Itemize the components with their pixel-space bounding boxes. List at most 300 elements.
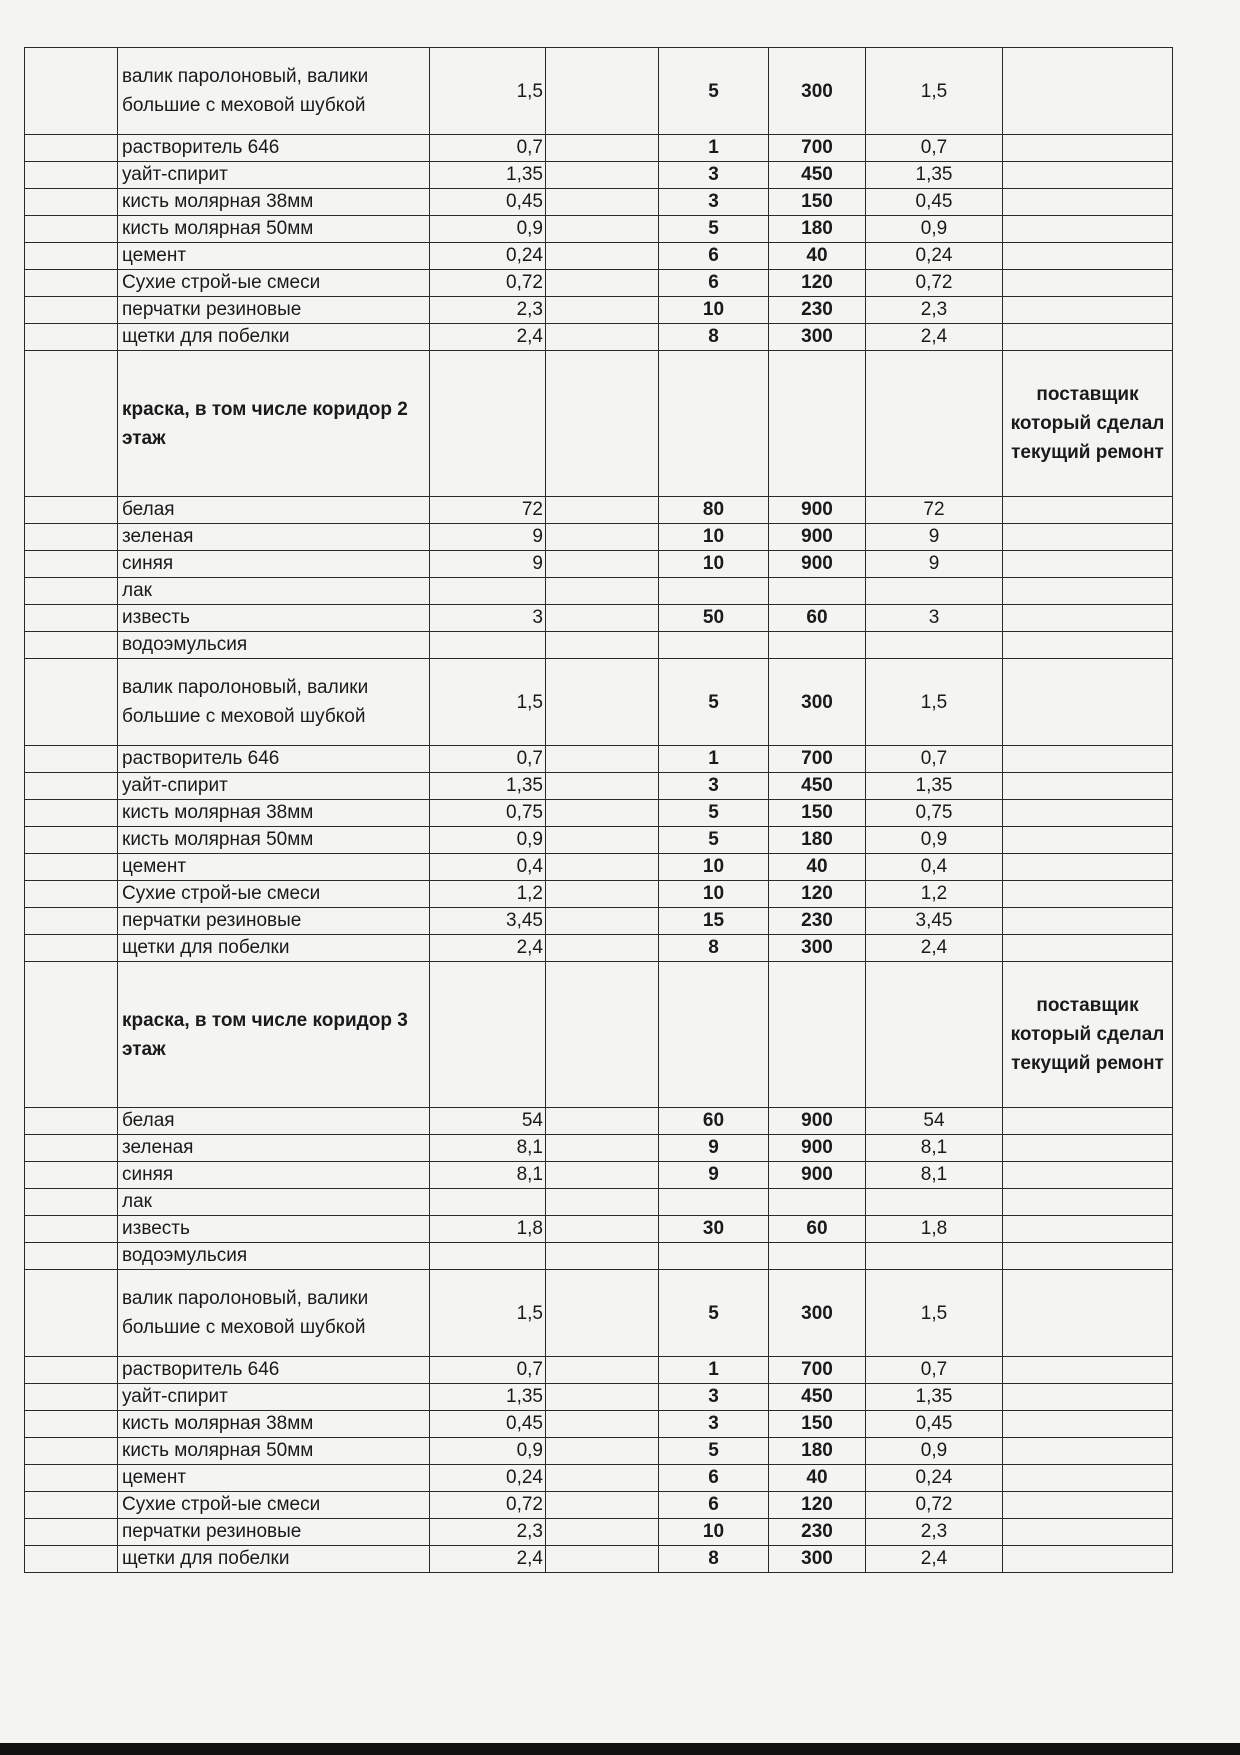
blank-cell: [546, 854, 659, 881]
note-cell: [1003, 1411, 1173, 1438]
table-row: [25, 1519, 1173, 1546]
item-name-cell: перчатки резиновые: [118, 908, 430, 935]
blank-cell: [546, 1546, 659, 1573]
table-row: [25, 1108, 1173, 1135]
quantity-cell: 0,45: [430, 189, 546, 216]
count-cell: 50: [659, 605, 769, 632]
price-cell: 150: [769, 189, 866, 216]
blank-cell: [546, 1216, 659, 1243]
quantity-cell: 0,45: [430, 1411, 546, 1438]
table-row: [25, 1216, 1173, 1243]
count-cell: 9: [659, 1135, 769, 1162]
note-cell: поставщик который сделал текущий ремонт: [1003, 962, 1173, 1108]
item-name-cell: валик паролоновый, валики большие с меховой шубкой: [118, 1270, 430, 1357]
index-cell: [25, 243, 118, 270]
table-row: [25, 1270, 1173, 1357]
quantity-cell: 0,4: [430, 854, 546, 881]
count-cell: [659, 578, 769, 605]
table-row: [25, 908, 1173, 935]
price-cell: 450: [769, 1384, 866, 1411]
note-cell: [1003, 881, 1173, 908]
table-row: [25, 324, 1173, 351]
price-cell: 230: [769, 1519, 866, 1546]
item-name-cell: белая: [118, 497, 430, 524]
table-row: [25, 1189, 1173, 1216]
table-row: [25, 1135, 1173, 1162]
blank-cell: [546, 800, 659, 827]
note-cell: [1003, 800, 1173, 827]
item-name-cell: цемент: [118, 243, 430, 270]
price-cell: 120: [769, 881, 866, 908]
total-cell: 0,45: [866, 1411, 1003, 1438]
item-name-cell: перчатки резиновые: [118, 1519, 430, 1546]
item-name-cell: кисть молярная 38мм: [118, 1411, 430, 1438]
note-cell: [1003, 578, 1173, 605]
note-cell: [1003, 270, 1173, 297]
blank-cell: [546, 1189, 659, 1216]
table-row: [25, 524, 1173, 551]
price-cell: 40: [769, 1465, 866, 1492]
index-cell: [25, 162, 118, 189]
table-row: [25, 578, 1173, 605]
quantity-cell: 1,5: [430, 1270, 546, 1357]
item-name-cell: зеленая: [118, 524, 430, 551]
total-cell: 9: [866, 551, 1003, 578]
index-cell: [25, 1270, 118, 1357]
count-cell: 5: [659, 827, 769, 854]
quantity-cell: 1,5: [430, 659, 546, 746]
note-cell: [1003, 1135, 1173, 1162]
index-cell: [25, 48, 118, 135]
blank-cell: [546, 297, 659, 324]
table-row: [25, 1411, 1173, 1438]
quantity-cell: 0,24: [430, 1465, 546, 1492]
item-name-cell: перчатки резиновые: [118, 297, 430, 324]
item-name-cell: Сухие строй-ые смеси: [118, 270, 430, 297]
item-name-cell: растворитель 646: [118, 1357, 430, 1384]
note-cell: [1003, 189, 1173, 216]
quantity-cell: 0,7: [430, 746, 546, 773]
count-cell: 30: [659, 1216, 769, 1243]
index-cell: [25, 297, 118, 324]
note-cell: [1003, 632, 1173, 659]
index-cell: [25, 135, 118, 162]
table-row: [25, 800, 1173, 827]
blank-cell: [546, 243, 659, 270]
count-cell: [659, 1243, 769, 1270]
count-cell: 9: [659, 1162, 769, 1189]
blank-cell: [546, 270, 659, 297]
table-row: [25, 1438, 1173, 1465]
table-row: [25, 746, 1173, 773]
count-cell: 3: [659, 1411, 769, 1438]
count-cell: [659, 351, 769, 497]
price-cell: 150: [769, 800, 866, 827]
price-cell: 180: [769, 1438, 866, 1465]
count-cell: 1: [659, 1357, 769, 1384]
item-name-cell: уайт-спирит: [118, 1384, 430, 1411]
note-cell: [1003, 827, 1173, 854]
table-row: [25, 497, 1173, 524]
quantity-cell: 72: [430, 497, 546, 524]
index-cell: [25, 1384, 118, 1411]
blank-cell: [546, 1438, 659, 1465]
quantity-cell: [430, 1243, 546, 1270]
total-cell: 9: [866, 524, 1003, 551]
quantity-cell: 2,4: [430, 324, 546, 351]
total-cell: [866, 578, 1003, 605]
table-row: [25, 935, 1173, 962]
item-name-cell: уайт-спирит: [118, 773, 430, 800]
price-cell: 300: [769, 1270, 866, 1357]
price-cell: 450: [769, 162, 866, 189]
quantity-cell: 1,2: [430, 881, 546, 908]
count-cell: 3: [659, 189, 769, 216]
item-name-cell: Сухие строй-ые смеси: [118, 1492, 430, 1519]
total-cell: 1,35: [866, 162, 1003, 189]
table-row: [25, 216, 1173, 243]
blank-cell: [546, 48, 659, 135]
item-name-cell: растворитель 646: [118, 746, 430, 773]
count-cell: 10: [659, 297, 769, 324]
item-name-cell: растворитель 646: [118, 135, 430, 162]
count-cell: 10: [659, 881, 769, 908]
quantity-cell: 0,24: [430, 243, 546, 270]
item-name-cell: щетки для побелки: [118, 324, 430, 351]
price-cell: [769, 1189, 866, 1216]
note-cell: [1003, 524, 1173, 551]
total-cell: 1,2: [866, 881, 1003, 908]
item-name-cell: водоэмульсия: [118, 1243, 430, 1270]
count-cell: 10: [659, 1519, 769, 1546]
count-cell: 3: [659, 1384, 769, 1411]
blank-cell: [546, 1243, 659, 1270]
note-cell: [1003, 1384, 1173, 1411]
count-cell: 6: [659, 1465, 769, 1492]
quantity-cell: 0,72: [430, 1492, 546, 1519]
table-row: [25, 827, 1173, 854]
note-cell: [1003, 659, 1173, 746]
note-cell: [1003, 497, 1173, 524]
total-cell: [866, 1243, 1003, 1270]
item-name-cell: кисть молярная 38мм: [118, 800, 430, 827]
index-cell: [25, 1216, 118, 1243]
price-cell: [769, 632, 866, 659]
count-cell: 6: [659, 270, 769, 297]
quantity-cell: 0,9: [430, 827, 546, 854]
price-cell: 300: [769, 48, 866, 135]
blank-cell: [546, 551, 659, 578]
item-name-cell: валик паролоновый, валики большие с меховой шубкой: [118, 48, 430, 135]
total-cell: 0,7: [866, 135, 1003, 162]
total-cell: 72: [866, 497, 1003, 524]
table-row: [25, 854, 1173, 881]
table-row: [25, 1492, 1173, 1519]
blank-cell: [546, 524, 659, 551]
item-name-cell: цемент: [118, 1465, 430, 1492]
quantity-cell: 2,3: [430, 297, 546, 324]
count-cell: 5: [659, 216, 769, 243]
index-cell: [25, 1438, 118, 1465]
index-cell: [25, 497, 118, 524]
price-cell: 60: [769, 605, 866, 632]
note-cell: [1003, 1357, 1173, 1384]
price-cell: 900: [769, 497, 866, 524]
note-cell: [1003, 1465, 1173, 1492]
index-cell: [25, 1108, 118, 1135]
table-row: [25, 1162, 1173, 1189]
index-cell: [25, 1189, 118, 1216]
count-cell: 5: [659, 1270, 769, 1357]
table-row: [25, 1465, 1173, 1492]
price-cell: 60: [769, 1216, 866, 1243]
total-cell: 0,72: [866, 270, 1003, 297]
item-name-cell: цемент: [118, 854, 430, 881]
count-cell: 6: [659, 243, 769, 270]
total-cell: 3: [866, 605, 1003, 632]
note-cell: [1003, 1108, 1173, 1135]
note-cell: [1003, 1438, 1173, 1465]
table-row: [25, 135, 1173, 162]
count-cell: 1: [659, 746, 769, 773]
blank-cell: [546, 1357, 659, 1384]
item-name-cell: краска, в том числе коридор 2 этаж: [118, 351, 430, 497]
count-cell: 10: [659, 854, 769, 881]
item-name-cell: синяя: [118, 1162, 430, 1189]
total-cell: 0,9: [866, 1438, 1003, 1465]
count-cell: [659, 632, 769, 659]
blank-cell: [546, 162, 659, 189]
blank-cell: [546, 746, 659, 773]
count-cell: 80: [659, 497, 769, 524]
count-cell: 10: [659, 551, 769, 578]
price-cell: 40: [769, 854, 866, 881]
total-cell: [866, 632, 1003, 659]
count-cell: 60: [659, 1108, 769, 1135]
count-cell: 3: [659, 773, 769, 800]
item-name-cell: известь: [118, 605, 430, 632]
quantity-cell: 8,1: [430, 1135, 546, 1162]
index-cell: [25, 962, 118, 1108]
price-cell: 900: [769, 524, 866, 551]
blank-cell: [546, 578, 659, 605]
count-cell: 10: [659, 524, 769, 551]
total-cell: 0,45: [866, 189, 1003, 216]
total-cell: 0,7: [866, 746, 1003, 773]
blank-cell: [546, 135, 659, 162]
index-cell: [25, 746, 118, 773]
quantity-cell: 1,35: [430, 1384, 546, 1411]
note-cell: [1003, 746, 1173, 773]
scan-bottom-edge: [0, 1743, 1240, 1755]
index-cell: [25, 800, 118, 827]
quantity-cell: 3: [430, 605, 546, 632]
note-cell: [1003, 908, 1173, 935]
price-cell: 900: [769, 1108, 866, 1135]
note-cell: [1003, 1492, 1173, 1519]
count-cell: 8: [659, 324, 769, 351]
blank-cell: [546, 1465, 659, 1492]
total-cell: 0,9: [866, 827, 1003, 854]
note-cell: [1003, 551, 1173, 578]
total-cell: 0,4: [866, 854, 1003, 881]
note-cell: [1003, 1162, 1173, 1189]
blank-cell: [546, 497, 659, 524]
quantity-cell: 1,5: [430, 48, 546, 135]
quantity-cell: 0,9: [430, 216, 546, 243]
quantity-cell: 1,35: [430, 162, 546, 189]
total-cell: 1,35: [866, 773, 1003, 800]
quantity-cell: 0,72: [430, 270, 546, 297]
item-name-cell: кисть молярная 50мм: [118, 827, 430, 854]
blank-cell: [546, 962, 659, 1108]
total-cell: 2,3: [866, 297, 1003, 324]
price-cell: 900: [769, 551, 866, 578]
item-name-cell: зеленая: [118, 1135, 430, 1162]
price-cell: 120: [769, 1492, 866, 1519]
count-cell: 8: [659, 935, 769, 962]
note-cell: [1003, 216, 1173, 243]
total-cell: [866, 962, 1003, 1108]
index-cell: [25, 1519, 118, 1546]
total-cell: 1,5: [866, 659, 1003, 746]
item-name-cell: валик паролоновый, валики большие с меховой шубкой: [118, 659, 430, 746]
price-cell: 700: [769, 1357, 866, 1384]
blank-cell: [546, 827, 659, 854]
price-cell: 120: [769, 270, 866, 297]
index-cell: [25, 659, 118, 746]
index-cell: [25, 1465, 118, 1492]
total-cell: 1,35: [866, 1384, 1003, 1411]
table-row: [25, 659, 1173, 746]
note-cell: [1003, 1546, 1173, 1573]
total-cell: 1,5: [866, 1270, 1003, 1357]
blank-cell: [546, 1162, 659, 1189]
materials-table: [24, 47, 1173, 1573]
price-cell: 40: [769, 243, 866, 270]
index-cell: [25, 605, 118, 632]
price-cell: 900: [769, 1135, 866, 1162]
table-row: [25, 297, 1173, 324]
table-row: [25, 189, 1173, 216]
price-cell: 300: [769, 935, 866, 962]
quantity-cell: 3,45: [430, 908, 546, 935]
total-cell: 8,1: [866, 1162, 1003, 1189]
blank-cell: [546, 773, 659, 800]
count-cell: 5: [659, 48, 769, 135]
blank-cell: [546, 216, 659, 243]
quantity-cell: 0,9: [430, 1438, 546, 1465]
price-cell: 230: [769, 297, 866, 324]
index-cell: [25, 578, 118, 605]
index-cell: [25, 1162, 118, 1189]
blank-cell: [546, 935, 659, 962]
item-name-cell: водоэмульсия: [118, 632, 430, 659]
quantity-cell: [430, 351, 546, 497]
index-cell: [25, 551, 118, 578]
total-cell: [866, 1189, 1003, 1216]
price-cell: 300: [769, 1546, 866, 1573]
price-cell: 180: [769, 827, 866, 854]
quantity-cell: 54: [430, 1108, 546, 1135]
note-cell: [1003, 605, 1173, 632]
note-cell: [1003, 1189, 1173, 1216]
total-cell: 54: [866, 1108, 1003, 1135]
table-row: [25, 243, 1173, 270]
table-row: [25, 1384, 1173, 1411]
count-cell: 5: [659, 1438, 769, 1465]
count-cell: 5: [659, 659, 769, 746]
total-cell: 2,4: [866, 324, 1003, 351]
price-cell: 700: [769, 746, 866, 773]
index-cell: [25, 935, 118, 962]
table-row: [25, 551, 1173, 578]
total-cell: 0,72: [866, 1492, 1003, 1519]
total-cell: 8,1: [866, 1135, 1003, 1162]
index-cell: [25, 1411, 118, 1438]
item-name-cell: щетки для побелки: [118, 1546, 430, 1573]
note-cell: [1003, 773, 1173, 800]
section-header-row: [25, 962, 1173, 1108]
item-name-cell: синяя: [118, 551, 430, 578]
item-name-cell: известь: [118, 1216, 430, 1243]
item-name-cell: Сухие строй-ые смеси: [118, 881, 430, 908]
table-row: [25, 1243, 1173, 1270]
total-cell: 1,5: [866, 48, 1003, 135]
count-cell: 6: [659, 1492, 769, 1519]
total-cell: 2,4: [866, 935, 1003, 962]
index-cell: [25, 1546, 118, 1573]
note-cell: [1003, 135, 1173, 162]
count-cell: 1: [659, 135, 769, 162]
index-cell: [25, 524, 118, 551]
index-cell: [25, 908, 118, 935]
note-cell: [1003, 1216, 1173, 1243]
count-cell: 15: [659, 908, 769, 935]
blank-cell: [546, 1108, 659, 1135]
table-row: [25, 1546, 1173, 1573]
total-cell: 3,45: [866, 908, 1003, 935]
note-cell: [1003, 1243, 1173, 1270]
blank-cell: [546, 605, 659, 632]
total-cell: 0,24: [866, 243, 1003, 270]
blank-cell: [546, 659, 659, 746]
quantity-cell: 2,3: [430, 1519, 546, 1546]
item-name-cell: щетки для побелки: [118, 935, 430, 962]
price-cell: 300: [769, 659, 866, 746]
total-cell: 0,24: [866, 1465, 1003, 1492]
price-cell: 150: [769, 1411, 866, 1438]
item-name-cell: уайт-спирит: [118, 162, 430, 189]
index-cell: [25, 1492, 118, 1519]
quantity-cell: 8,1: [430, 1162, 546, 1189]
price-cell: 900: [769, 1162, 866, 1189]
table-row: [25, 48, 1173, 135]
count-cell: 8: [659, 1546, 769, 1573]
total-cell: 0,7: [866, 1357, 1003, 1384]
count-cell: [659, 962, 769, 1108]
price-cell: [769, 351, 866, 497]
index-cell: [25, 1135, 118, 1162]
quantity-cell: [430, 962, 546, 1108]
index-cell: [25, 1357, 118, 1384]
blank-cell: [546, 1384, 659, 1411]
item-name-cell: лак: [118, 578, 430, 605]
price-cell: [769, 578, 866, 605]
total-cell: 1,8: [866, 1216, 1003, 1243]
quantity-cell: [430, 632, 546, 659]
quantity-cell: 9: [430, 524, 546, 551]
